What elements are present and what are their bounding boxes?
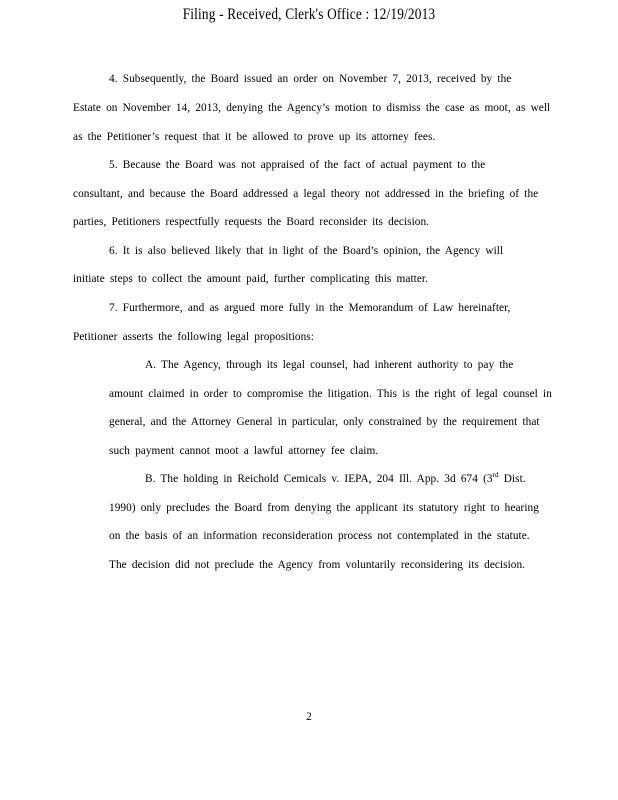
subB-line1-text: B. The holding in Reichold Cemicals v. IEPA, 204 Ill. App. 3d 674 (3 bbox=[145, 473, 493, 485]
ordinal-suffix: rd bbox=[492, 471, 499, 480]
para5-line2: consultant, and because the Board addressed a legal theory not addressed in the briefing of the bbox=[73, 188, 539, 200]
para4-line2: Estate on November 14, 2013, denying the Agency’s motion to dismiss the case as moot, as well bbox=[73, 102, 551, 114]
subB-line1-end: Dist. bbox=[498, 473, 526, 485]
para4-line1: 4. Subsequently, the Board issued an order on November 7, 2013, received by the bbox=[109, 73, 512, 85]
subA-line2: amount claimed in order to compromise the litigation. This is the right of legal counsel in bbox=[109, 388, 552, 400]
page-number: 2 bbox=[306, 711, 312, 723]
subB-line1 bbox=[145, 473, 526, 485]
subA-line4: such payment cannot moot a lawful attorney fee claim. bbox=[109, 445, 379, 457]
filing-header: Filing - Received, Clerk's Office : 12/19/2013 bbox=[182, 6, 436, 23]
subA-line1: A. The Agency, through its legal counsel, had inherent authority to pay the bbox=[145, 359, 514, 371]
para6-line2: initiate steps to collect the amount paid, further complicating this matter. bbox=[73, 273, 428, 285]
subA-line3: general, and the Attorney General in particular, only constrained by the requirement that bbox=[109, 416, 540, 428]
subB-line3: on the basis of an information reconsideration process not contemplated in the statute. bbox=[109, 530, 530, 542]
para5-line1: 5. Because the Board was not appraised of the fact of actual payment to the bbox=[109, 159, 486, 171]
para7-line2: Petitioner asserts the following legal propositions: bbox=[73, 331, 314, 343]
para5-line3: parties, Petitioners respectfully requests the Board reconsider its decision. bbox=[73, 216, 430, 228]
para4-line3: as the Petitioner’s request that it be allowed to prove up its attorney fees. bbox=[73, 131, 436, 143]
subB-line4: The decision did not preclude the Agency from voluntarily reconsidering its decision. bbox=[109, 559, 526, 571]
subB-line2: 1990) only precludes the Board from denying the applicant its statutory right to hearing bbox=[109, 502, 539, 514]
para6-line1: 6. It is also believed likely that in light of the Board’s opinion, the Agency will bbox=[109, 245, 504, 257]
para7-line1: 7. Furthermore, and as argued more fully in the Memorandum of Law hereinafter, bbox=[109, 302, 511, 314]
